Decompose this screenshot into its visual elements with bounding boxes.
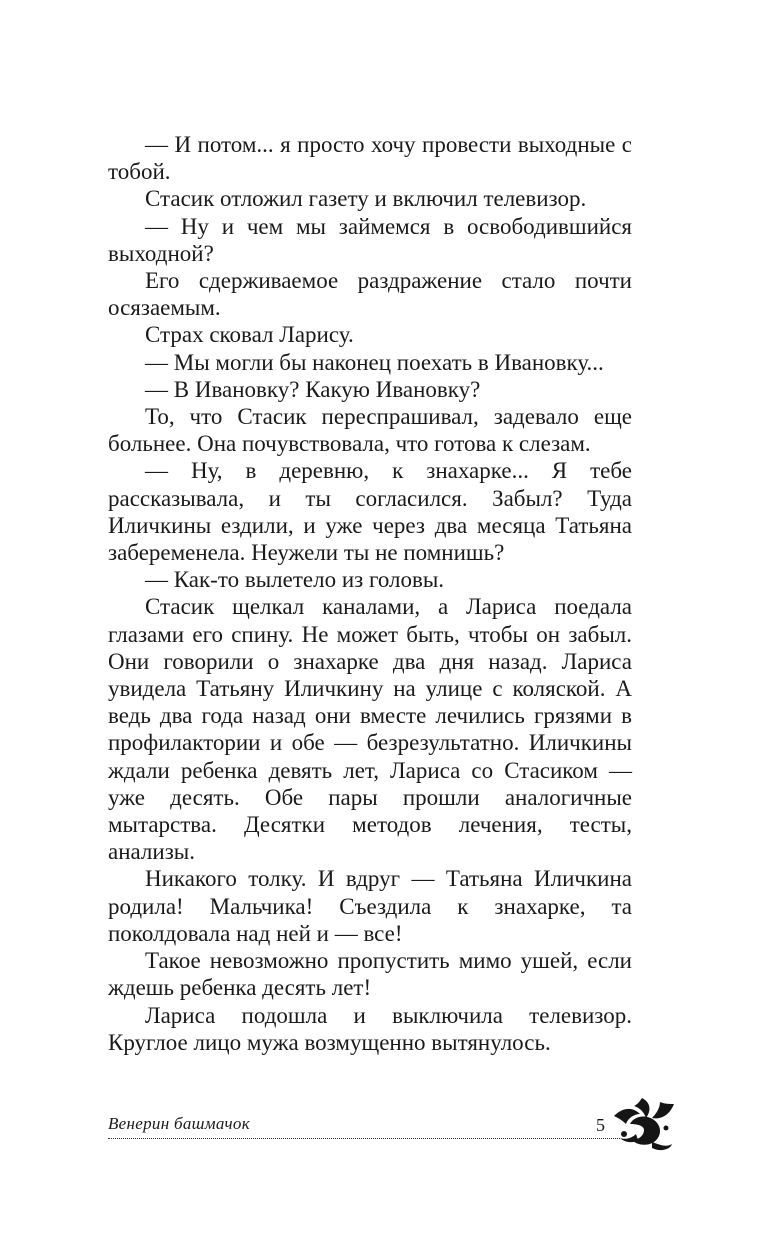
floral-ornament-icon [612, 1094, 676, 1152]
paragraph: — В Ивановку? Какую Ивановку? [145, 376, 481, 402]
paragraph: Стасик щелкал каналами, а Лариса поедала глазами его спину. Не может быть, чтобы он забыл. Они говорили о знахарке два дня назад. Лариса увидела Татьяну Иличкину на улице с коляской. А ведь два года назад они вместе лечились грязями в профилактории и обе — безрезультатно. Иличкины ждали ребенка девять лет, Лариса со Стасиком — уже десять. Обе пары прошли аналогичные мытарства. Десятки методов лечения, тесты, анализы. [108, 594, 632, 865]
page-footer [108, 1112, 632, 1142]
paragraph: То, что Стасик переспрашивал, задевало еще больнее. Она почувствовала, что готова к слезам. [108, 404, 632, 457]
paragraph: Никакого толку. И вдруг — Татьяна Иличкина родила! Мальчика! Съездила к знахарке, та поколдовала над ней и — все! [108, 866, 632, 946]
page-body-text [108, 131, 632, 1056]
paragraph: — И потом... я просто хочу провести выходные с тобой. [108, 132, 632, 185]
page-number: 5 [596, 1115, 605, 1135]
paragraph: — Ну, в деревню, к знахарке... Я тебе рассказывала, и ты согласился. Забыл? Туда Иличкины ездили, и уже через два месяца Татьяна забеременела. Неужели ты не помнишь? [108, 458, 632, 566]
ornament-leaf-right [652, 1102, 674, 1118]
paragraph: Стасик отложил газету и включил телевизор. [145, 186, 587, 212]
paragraph: Лариса подошла и выключила телевизор. Круглое лицо мужа возмущенно вытянулось. [108, 1002, 632, 1055]
running-title: Венерин башмачок [108, 1114, 250, 1133]
paragraph: — Мы могли бы наконец поехать в Ивановку... [145, 349, 604, 375]
ornament-curl [652, 1142, 672, 1150]
paragraph: — Как-то вылетело из головы. [145, 567, 445, 593]
paragraph: Страх сковал Ларису. [145, 322, 354, 348]
ornament-leaf-top [634, 1098, 649, 1118]
paragraph: Его сдерживаемое раздражение стало почти осязаемым. [108, 268, 632, 321]
footer-divider [108, 1138, 620, 1139]
paragraph: Такое невозможно пропустить мимо ушей, если ждешь ребенка десять лет! [108, 948, 632, 1001]
paragraph: — Ну и чем мы займемся в освободившийся выходной? [108, 213, 632, 266]
